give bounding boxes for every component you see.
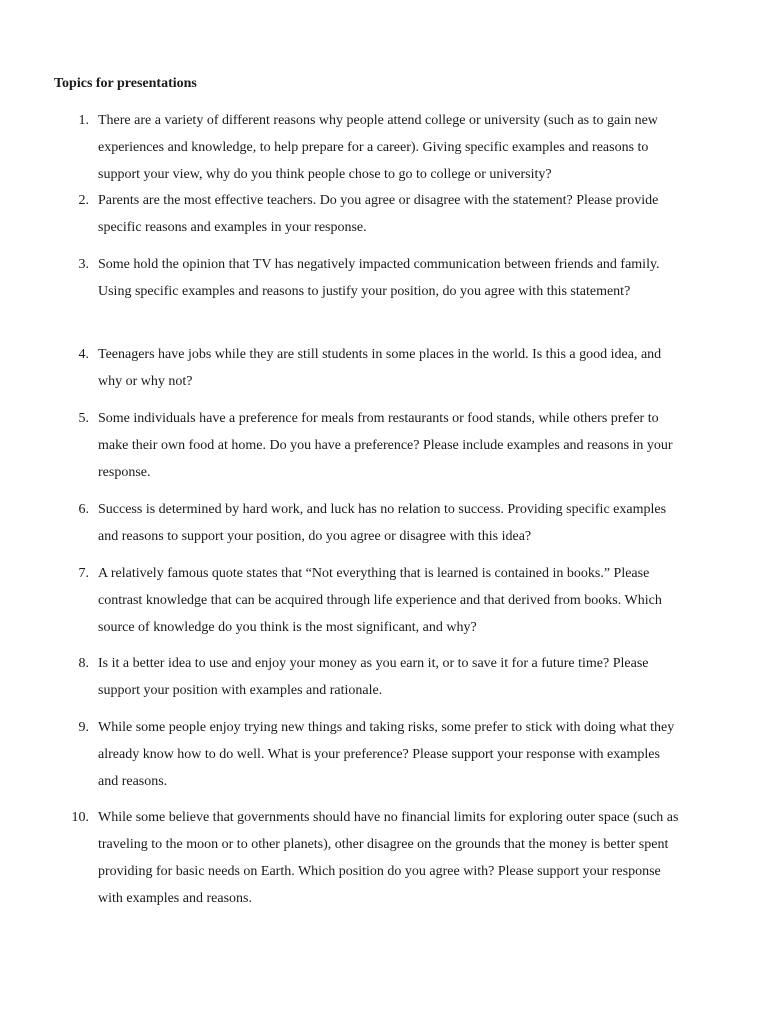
topic-number: 3. bbox=[78, 257, 89, 272]
topic-text: Is it a better idea to use and enjoy your money as you earn it, or to save it for a future time? Please support your position with examples and rationale. bbox=[98, 656, 649, 698]
topic-text: Parents are the most effective teachers. Do you agree or disagree with the statement? Please provide specific reasons and examples in your response. bbox=[98, 193, 659, 235]
topic-number: 10. bbox=[71, 810, 89, 825]
topic-number: 9. bbox=[78, 720, 89, 735]
topic-text: A relatively famous quote states that “Not everything that is learned is contained in books.” Please contrast knowledge that can be acquired through life experience and that derived from books. Which source of knowledge do you think is the most significant, and why? bbox=[98, 566, 662, 635]
topic-number: 5. bbox=[78, 411, 89, 426]
topic-number: 2. bbox=[78, 193, 89, 208]
topic-number: 8. bbox=[78, 656, 89, 671]
topic-text: Some hold the opinion that TV has negatively impacted communication between friends and family. Using specific examples and reasons to justify your position, do you agree with this statement? bbox=[98, 257, 660, 299]
topic-text: While some people enjoy trying new things and taking risks, some prefer to stick with doing what they already know how to do well. What is your preference? Please support your response with examples and reasons. bbox=[98, 720, 675, 789]
topic-text: Teenagers have jobs while they are still students in some places in the world. Is this a good idea, and why or why not? bbox=[98, 347, 662, 389]
topic-number: 6. bbox=[78, 502, 89, 517]
page-title: Topics for presentations bbox=[54, 76, 197, 91]
topic-number: 1. bbox=[78, 113, 89, 128]
topic-number: 4. bbox=[78, 347, 89, 362]
topic-text: While some believe that governments should have no financial limits for exploring outer space (such as traveling to the moon or to other planets), other disagree on the grounds that the money is better spent providing for basic needs on Earth. Which position do you agree with? Please support your response with examples and reasons. bbox=[98, 810, 679, 906]
topic-text: Success is determined by hard work, and luck has no relation to success. Providing specific examples and reasons to support your position, do you agree or disagree with this idea? bbox=[98, 502, 667, 544]
topic-text: Some individuals have a preference for meals from restaurants or food stands, while others prefer to make their own food at home. Do you have a preference? Please include examples and reasons in your response. bbox=[98, 411, 673, 480]
topic-text: There are a variety of different reasons why people attend college or university (such as to gain new experiences and knowledge, to help prepare for a career). Giving specific examples and reasons to support your view, why do you think people chose to go to college or university? bbox=[98, 113, 658, 182]
topic-number: 7. bbox=[78, 566, 89, 581]
